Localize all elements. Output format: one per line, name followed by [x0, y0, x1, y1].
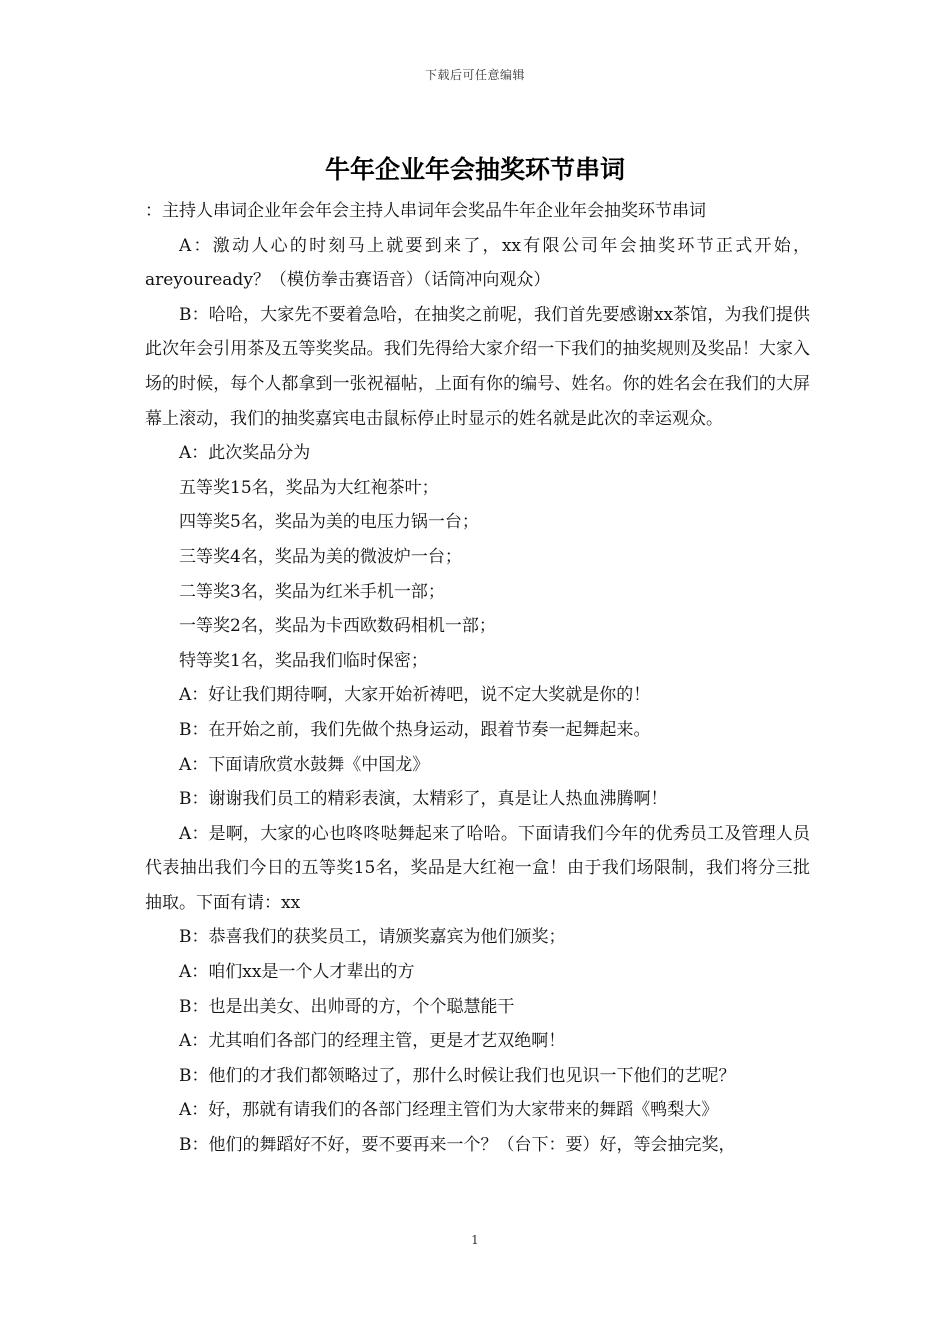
paragraph: 二等奖3名，奖品为红米手机一部； [179, 581, 445, 602]
paragraph: 特等奖1名，奖品我们临时保密； [179, 650, 428, 671]
page-title: 牛年企业年会抽奖环节串词 [324, 155, 625, 184]
paragraph: A：咱们xx是一个人才辈出的方 [179, 962, 415, 983]
paragraph: B：他们的舞蹈好不好，要不要再来一个？（台下：要）好，等会抽完奖， [179, 1135, 736, 1156]
paragraph: B：恭喜我们的获奖员工，请颁奖嘉宾为他们颁奖； [179, 927, 566, 948]
header-note: 下载后可任意编辑 [424, 68, 525, 82]
paragraph: A：下面请欣赏水鼓舞《中国龙》 [179, 754, 430, 775]
paragraph: 四等奖5名，奖品为美的电压力锅一台； [179, 512, 479, 533]
paragraph: B：也是出美女、出帅哥的方，个个聪慧能干 [179, 996, 515, 1017]
paragraph: A：尤其咱们各部门的经理主管，更是才艺双绝啊！ [179, 1031, 566, 1052]
paragraph: 五等奖15名，奖品为大红袍茶叶； [179, 477, 439, 498]
paragraph: 三等奖4名，奖品为美的微波炉一台； [179, 546, 462, 567]
paragraph: B：他们的才我们都领略过了，那什么时候让我们也见识一下他们的艺呢？ [179, 1065, 736, 1086]
paragraph: B：哈哈，大家先不要着急哈，在抽奖之前呢，我们首先要感谢xx茶馆，为我们提供此次年会引用茶及五等奖奖品。我们先得给大家介绍一下我们的抽奖规则及奖品！大家入场的时候，每个人都拿到一张祝福帖，上面有你的编号、姓名。你的姓名会在我们的大屏幕上滚动，我们的抽奖嘉宾电击鼠标停止时显示的姓名就是此次的幸运观众。 [145, 304, 810, 429]
paragraph: B：谢谢我们员工的精彩表演，太精彩了，真是让人热血沸腾啊！ [179, 789, 668, 810]
page-number: 1 [471, 1233, 479, 1247]
paragraph: 一等奖2名，奖品为卡西欧数码相机一部； [179, 616, 496, 637]
document-body [145, 194, 810, 1163]
paragraph: B：在开始之前，我们先做个热身运动，跟着节奏一起舞起来。 [179, 719, 651, 740]
paragraph: A：激动人心的时刻马上就要到来了，xx有限公司年会抽奖环节正式开始，areyouready？（模仿拳击赛语音）（话筒冲向观众） [145, 235, 810, 291]
paragraph: A：是啊，大家的心也咚咚哒舞起来了哈哈。下面请我们今年的优秀员工及管理人员代表抽出我们今日的五等奖15名，奖品是大红袍一盒！由于我们场限制，我们将分三批抽取。下面有请：xx [145, 823, 810, 913]
paragraph: ：主持人串词企业年会年会主持人串词年会奖品牛年企业年会抽奖环节串词 [145, 201, 706, 221]
paragraph: A：好，那就有请我们的各部门经理主管们为大家带来的舞蹈《鸭梨大》 [179, 1100, 719, 1121]
paragraph: A：好让我们期待啊，大家开始祈祷吧，说不定大奖就是你的！ [179, 685, 651, 706]
paragraph: A：此次奖品分为 [179, 443, 311, 464]
